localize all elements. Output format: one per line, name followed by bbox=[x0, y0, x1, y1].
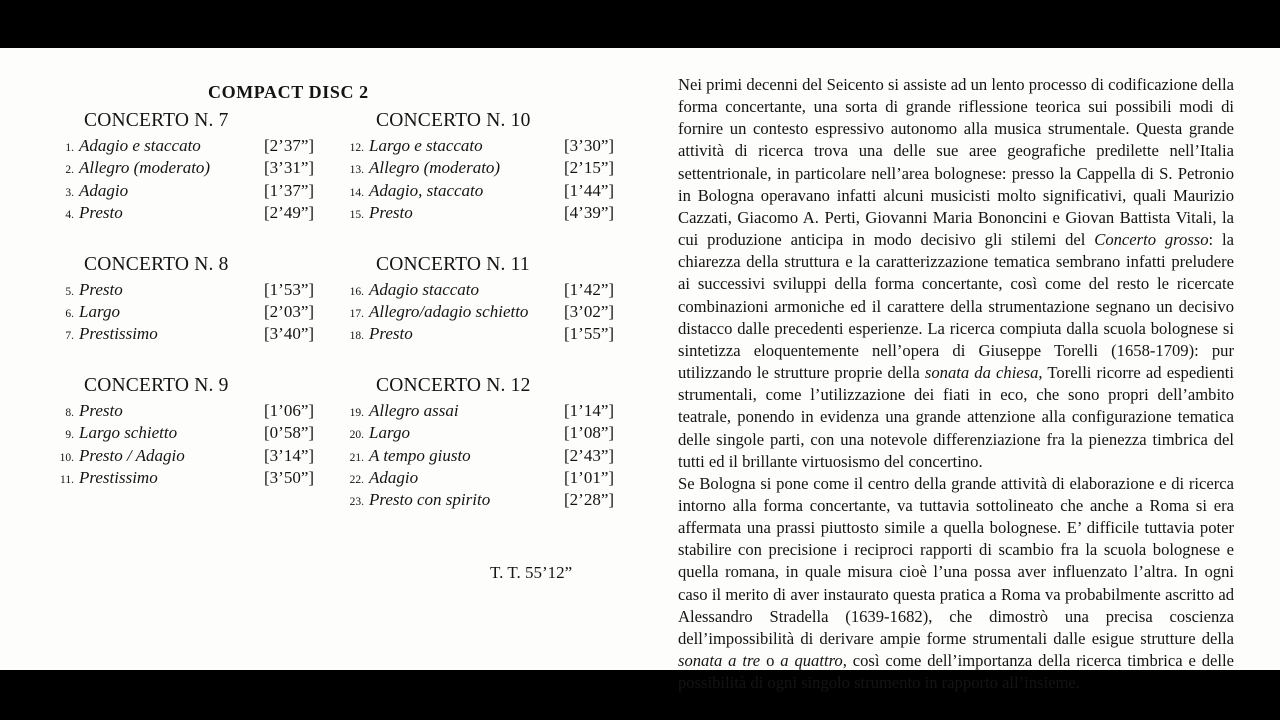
concerto-heading: CONCERTO N. 10 bbox=[376, 110, 531, 131]
track-title: Presto bbox=[79, 400, 123, 420]
track-row[interactable] bbox=[338, 490, 638, 512]
track-title: Allegro assai bbox=[369, 400, 459, 420]
track-title: Allegro (moderato) bbox=[79, 158, 211, 178]
concerto-grid bbox=[48, 110, 658, 513]
tracklist-pane bbox=[48, 48, 658, 670]
track-duration: [3’30”] bbox=[564, 136, 615, 155]
essay-italic-term: sonata a tre bbox=[678, 651, 761, 671]
track-duration: [3’50”] bbox=[264, 467, 315, 487]
track-title: Presto / Adagio bbox=[79, 445, 185, 465]
track-title: A tempo giusto bbox=[369, 445, 471, 465]
track-number: 2. bbox=[65, 164, 74, 177]
concerto-heading: CONCERTO N. 11 bbox=[376, 253, 530, 275]
track-duration: [1’44”] bbox=[564, 180, 615, 200]
track-row[interactable] bbox=[338, 401, 638, 423]
track-row[interactable] bbox=[338, 136, 638, 158]
concerto-block bbox=[338, 375, 638, 513]
total-time: T. T. 55’12” bbox=[490, 563, 573, 582]
track-row[interactable] bbox=[338, 302, 638, 324]
track-number: 9. bbox=[65, 429, 74, 442]
track-title: Prestissimo bbox=[79, 324, 158, 344]
track-row[interactable] bbox=[48, 302, 338, 324]
track-title: Presto bbox=[369, 324, 413, 344]
track-number: 17. bbox=[349, 307, 364, 320]
concerto-heading: CONCERTO N. 8 bbox=[84, 253, 229, 275]
essay-pane bbox=[678, 74, 1234, 694]
track-row[interactable] bbox=[48, 181, 338, 203]
track-duration: [1’42”] bbox=[564, 279, 615, 299]
track-title: Presto bbox=[79, 203, 123, 223]
track-number: 8. bbox=[65, 406, 74, 419]
track-title: Largo bbox=[79, 301, 120, 321]
track-title: Allegro/adagio schietto bbox=[369, 301, 529, 321]
para-2 bbox=[678, 473, 1234, 695]
track-row[interactable] bbox=[338, 324, 638, 346]
track-title: Adagio bbox=[79, 180, 129, 200]
concerto-block bbox=[338, 110, 638, 226]
track-duration: [1’37”] bbox=[264, 180, 315, 200]
concerto-block bbox=[338, 254, 638, 347]
track-number: 12. bbox=[349, 142, 364, 154]
essay-text-run: Nei primi decenni del Seicento si assiste ad un lento processo di codificazione della forma concertante, una sorta di grande riflessione teorica sui possibili modi di fornire un contesto espressivo autonomo alla musica strumentale. Questa grande attività di ricerca trova una delle sue aree geografiche predilette nell’Italia settentrionale, in particolare nell’area bolognese: presso la Cappella di S. Petronio in Bologna operavano infatti alcuni musicisti molto significativi, quali Maurizio Cazzati, Giacomo A. Perti, Giovanni Maria Bononcini e Giovan Battista Vitali, la cui produzione anticipa in modo decisivo gli stilemi del bbox=[678, 75, 1234, 250]
track-row[interactable] bbox=[48, 446, 338, 468]
track-duration: [4’39”] bbox=[564, 203, 615, 223]
track-title: Adagio bbox=[369, 467, 419, 487]
track-row[interactable] bbox=[48, 203, 338, 225]
concerto-block bbox=[48, 254, 338, 347]
track-duration: [1’06”] bbox=[264, 400, 315, 420]
essay-text-run: Se Bologna si pone come il centro della grande attività di elaborazione e di ricerca intorno alla forma concertante, va tuttavia sottolineato che anche a Roma si era affermata una prassi piuttosto simile a quella bolognese. E’ difficile tuttavia poter stabilire con precisione i reciproci rapporti di scambio fra la scuola bolognese e quella romana, in quale misura cioè l’una possa aver influenzato l’altra. In ogni caso il merito di aver instaurato questa pratica a Roma va probabilmente ascritto ad Alessandro Stradella (1639-1682), che dimostrò una precisa coscienza dell’impossibilità di derivare ampie forme strumentali dalle esigue strutture della bbox=[678, 473, 1234, 648]
track-duration: [2’37”] bbox=[264, 136, 315, 155]
track-number: 16. bbox=[349, 285, 364, 298]
concerto-block bbox=[48, 110, 338, 226]
track-duration: [2’03”] bbox=[264, 301, 315, 321]
track-row[interactable] bbox=[48, 324, 338, 346]
track-number: 22. bbox=[349, 473, 364, 486]
track-title: Largo e staccato bbox=[369, 136, 483, 155]
essay-text-run: , così come dell’importanza della ricerca timbrica e delle possibilità di ogni singolo strumento in rapporto all’insieme. bbox=[678, 651, 1235, 693]
track-duration: [2’49”] bbox=[264, 203, 315, 223]
track-number: 3. bbox=[65, 186, 74, 199]
track-duration: [3’31”] bbox=[264, 158, 315, 178]
para-1 bbox=[678, 74, 1234, 473]
track-row[interactable] bbox=[338, 181, 638, 203]
track-title: Adagio, staccato bbox=[369, 180, 484, 200]
track-row[interactable] bbox=[48, 280, 338, 302]
concerto-heading: CONCERTO N. 7 bbox=[84, 110, 229, 131]
track-duration: [3’40”] bbox=[264, 324, 315, 344]
essay-italic-term: sonata da chiesa bbox=[924, 363, 1039, 383]
track-row[interactable] bbox=[338, 468, 638, 490]
track-title: Largo bbox=[369, 423, 410, 443]
track-number: 21. bbox=[349, 451, 364, 464]
concerto-heading: CONCERTO N. 9 bbox=[84, 374, 229, 396]
track-number: 7. bbox=[65, 330, 74, 343]
track-duration: [1’01”] bbox=[564, 467, 615, 487]
track-duration: [1’08”] bbox=[564, 423, 615, 443]
booklet-page bbox=[0, 48, 1280, 693]
track-row[interactable] bbox=[338, 423, 638, 445]
track-row[interactable] bbox=[48, 158, 338, 180]
track-duration: [1’14”] bbox=[564, 400, 615, 420]
track-duration: [3’14”] bbox=[264, 445, 315, 465]
track-title: Adagio e staccato bbox=[79, 136, 201, 155]
track-duration: [2’43”] bbox=[564, 445, 615, 465]
track-number: 20. bbox=[349, 429, 364, 442]
track-row[interactable] bbox=[48, 401, 338, 423]
track-number: 18. bbox=[349, 330, 364, 343]
track-row[interactable] bbox=[48, 423, 338, 445]
track-duration: [1’53”] bbox=[264, 279, 315, 299]
track-number: 23. bbox=[349, 496, 364, 509]
track-title: Adagio staccato bbox=[369, 279, 480, 299]
track-duration: [0’58”] bbox=[264, 423, 315, 443]
track-number: 5. bbox=[65, 285, 74, 298]
letterbox-top-bar bbox=[0, 0, 1280, 48]
track-row[interactable] bbox=[338, 446, 638, 468]
essay-italic-term: a quattro bbox=[780, 651, 843, 671]
track-title: Presto bbox=[369, 203, 413, 223]
track-number: 13. bbox=[349, 164, 364, 177]
track-row[interactable] bbox=[338, 158, 638, 180]
track-row[interactable] bbox=[338, 203, 638, 225]
essay-text-run: , Torelli ricorre ad espedienti strumentali, come l’utilizzazione dei fiati in eco, che sono propri dell’ambito teatrale, ponendo in evidenza una grande attenzione alla configurazione tematica delle singole parti, con una notevole differenziazione fra la pienezza timbrica del tutti ed il brillante virtuosismo del concertino. bbox=[678, 363, 1234, 471]
track-duration: [1’55”] bbox=[564, 324, 615, 344]
track-duration: [2’15”] bbox=[564, 158, 615, 178]
essay-text-run: o bbox=[760, 651, 781, 671]
track-duration: [3’02”] bbox=[564, 301, 615, 321]
track-title: Prestissimo bbox=[79, 467, 158, 487]
essay-text-run: : la chiarezza della struttura e la caratterizzazione tematica sembrano infatti preludere ai successivi sviluppi della forma concertante, così come del resto le ricercate combinazioni armoniche ed il carattere della strumentazione segnano un decisivo distacco dalle precedenti esperienze. La ricerca compiuta dalla scuola bolognese si sintetizza eloquentemente nell’opera di Giuseppe Torelli (1658-1709): pur utilizzando le strutture proprie della bbox=[678, 230, 1234, 383]
track-title: Allegro (moderato) bbox=[369, 158, 501, 178]
track-number: 11. bbox=[60, 473, 74, 486]
track-number: 4. bbox=[65, 209, 74, 222]
essay-italic-term: Concerto grosso bbox=[1094, 230, 1209, 250]
track-row[interactable] bbox=[338, 280, 638, 302]
track-number: 19. bbox=[349, 406, 364, 419]
track-number: 10. bbox=[59, 451, 74, 464]
concerto-heading: CONCERTO N. 12 bbox=[376, 374, 531, 396]
track-duration: [2’28”] bbox=[564, 490, 615, 510]
track-title: Largo schietto bbox=[79, 423, 178, 443]
track-title: Presto con spirito bbox=[369, 490, 491, 510]
track-number: 1. bbox=[65, 142, 74, 154]
track-row[interactable] bbox=[48, 136, 338, 158]
track-number: 6. bbox=[65, 307, 74, 320]
concerto-block bbox=[48, 375, 338, 513]
disc-title: COMPACT DISC 2 bbox=[208, 82, 369, 102]
track-number: 14. bbox=[349, 186, 364, 199]
track-number: 15. bbox=[349, 209, 364, 222]
track-title: Presto bbox=[79, 279, 123, 299]
track-row[interactable] bbox=[48, 468, 338, 490]
